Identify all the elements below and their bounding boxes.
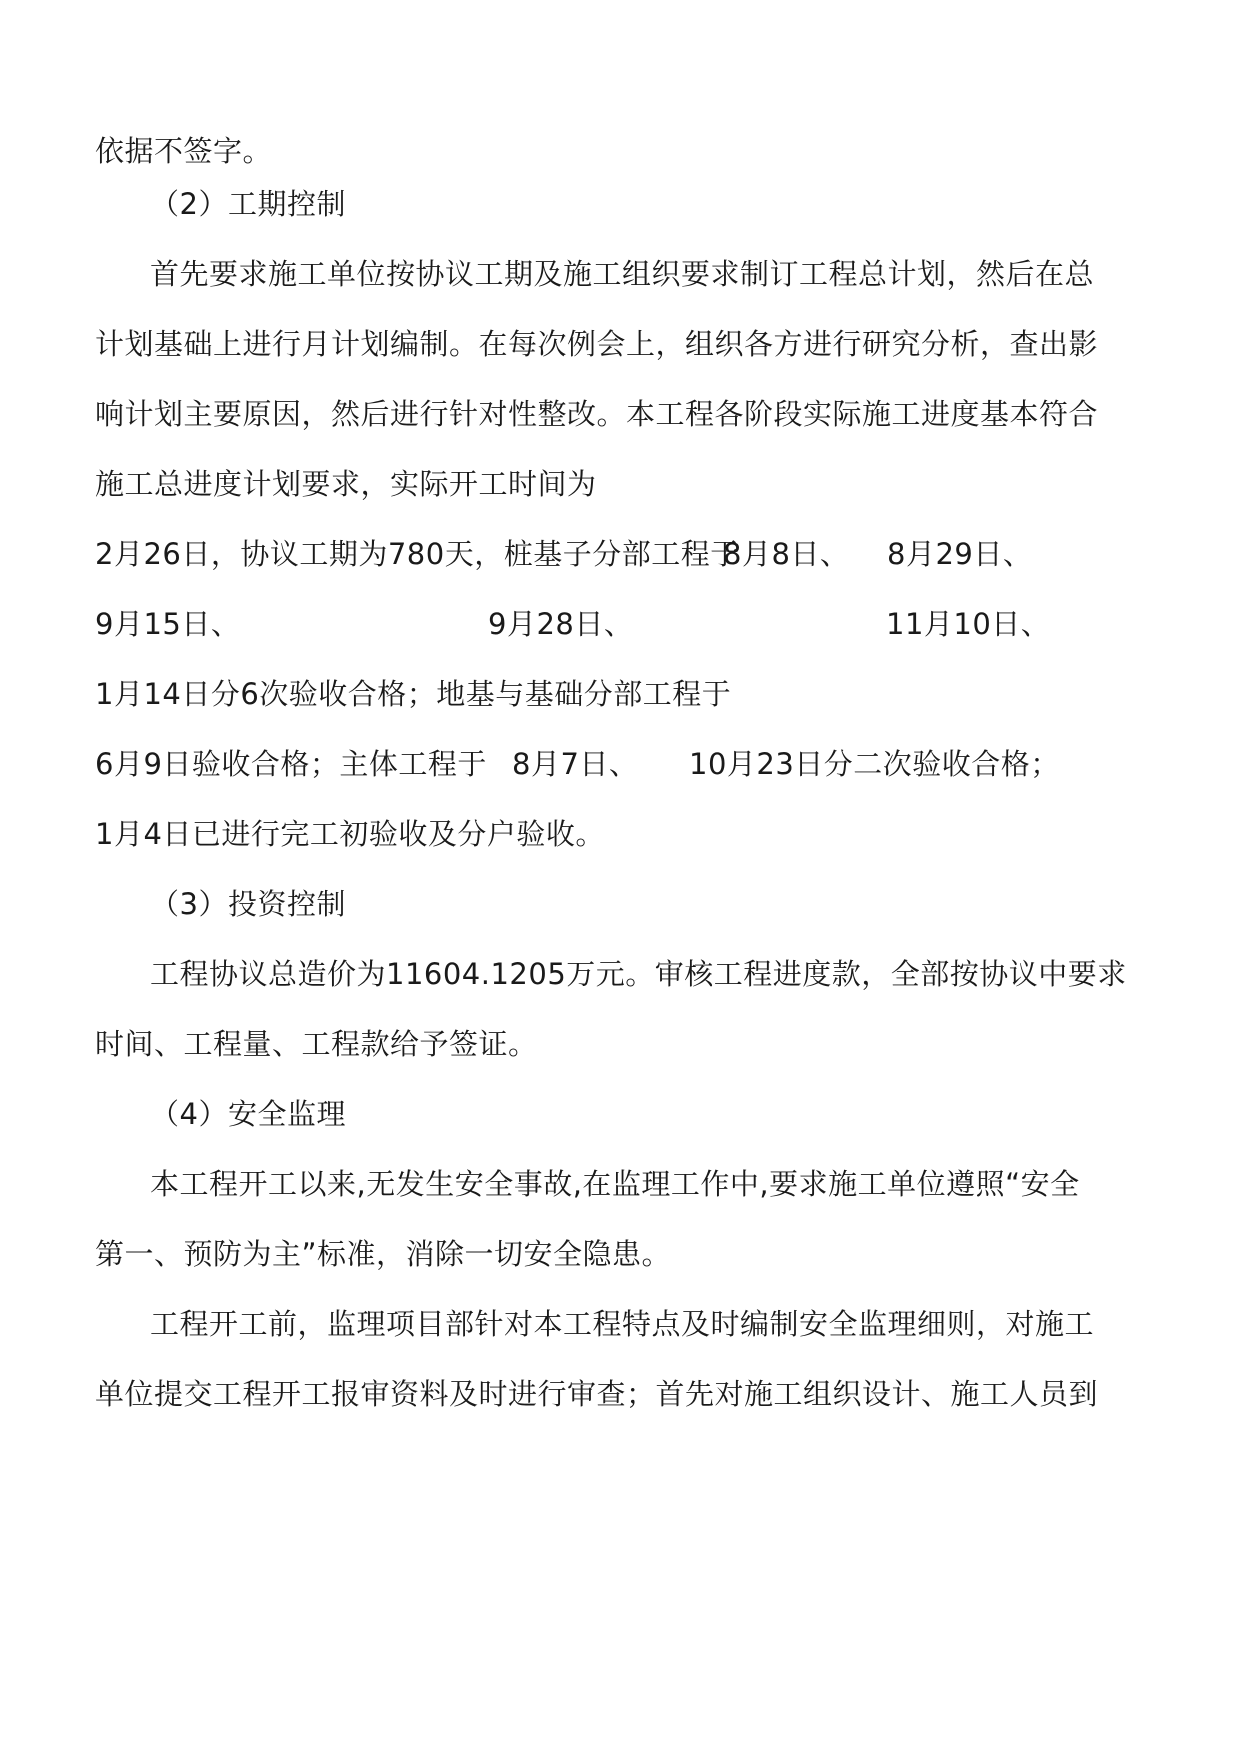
text-segment: 单位提交工程开工报审资料及时进行审查；首先对施工组织设计、施工人员到 [95,1377,1099,1411]
text-segment: 首先要求施工单位按协议工期及施工组织要求制订工程总计划，然后在总 [150,257,1095,291]
date-segment: 11月10日、 [886,607,1051,641]
text-segment: 10月23日分二次验收合格； [689,747,1060,781]
section-title: （3）投资控制 [150,887,346,921]
date-segment: 8月29日、 [887,537,1033,571]
text-segment: 计划基础上进行月计划编制。在每次例会上，组织各方进行研究分析，查出影 [95,327,1099,361]
section-title: （4）安全监理 [150,1097,346,1131]
text-segment: 时间、工程量、工程款给予签证。 [95,1027,538,1061]
text-segment: 响计划主要原因，然后进行针对性整改。本工程各阶段实际施工进度基本符合 [95,397,1099,431]
text-segment: 施工总进度计划要求，实际开工时间为 [95,467,597,501]
date-segment: 9月28日、 [488,607,634,641]
date-segment: 8月8日、 [723,537,850,571]
date-segment: 9月15日、 [95,607,241,641]
text-segment: 1月4日已进行完工初验收及分户验收。 [95,817,605,851]
date-segment: 8月7日、 [512,747,639,781]
text-segment: 1月14日分6次验收合格；地基与基础分部工程于 [95,677,732,711]
text-segment: 依据不签字。 [95,134,273,168]
text-segment: 本工程开工以来,无发生安全事故,在监理工作中,要求施工单位遵照“安全 [150,1167,1080,1201]
text-segment: 2月26日，协议工期为780天，桩基子分部工程于 [95,537,740,571]
text-segment: 工程协议总造价为11604.1205万元。审核工程进度款，全部按协议中要求 [150,957,1127,991]
text-segment: 6月9日验收合格；主体工程于 [95,747,487,781]
text-segment: 工程开工前，监理项目部针对本工程特点及时编制安全监理细则，对施工 [150,1307,1095,1341]
text-segment: 第一、预防为主”标准，消除一切安全隐患。 [95,1237,672,1271]
section-title: （2）工期控制 [150,187,346,221]
